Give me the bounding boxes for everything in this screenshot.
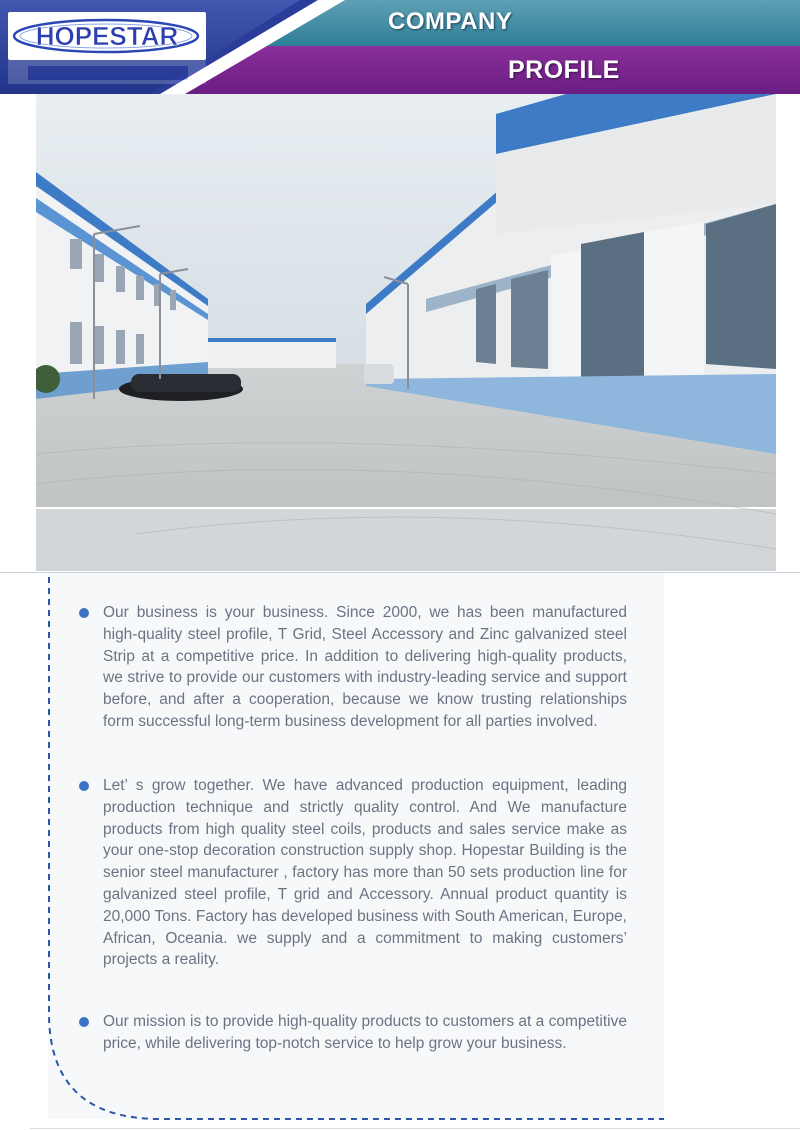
paragraph-grow-together: Let’ s grow together. We have advanced production equipment, leading production technique and strictly quality control. And We manufacture products from high quality steel coils, products and sales service make as your one-stop decoration construction supply shop. Hopestar Building is the senior steel manufacturer , factory has more than 50 sets production line for galvanized steel profile, T grid and Accessory. Annual product quantity is 20,000 Tons. Factory has developed business with South American, Europe, African, Oceania. we supply and a commitment to making customers’ projects a reality. xyxy=(103,777,627,969)
bullet-dot xyxy=(79,1017,89,1027)
logo xyxy=(8,12,206,60)
bottom-rule xyxy=(30,1128,800,1129)
header-title-profile: PROFILE xyxy=(508,56,620,84)
header-title-company: COMPANY xyxy=(388,8,513,35)
logo-reflection xyxy=(8,60,206,84)
logo-text: HOPESTAR xyxy=(35,21,179,51)
paragraph-business: Our business is your business. Since 2000, we has been manufactured high-quality steel profile, T Grid, Steel Accessory and Zinc galvanized steel Strip at a competitive price. In addition to delivering high-quality products, we strive to provide our customers with industry-leading service and support before, and after a cooperation, because we know trusting relationships form successful long-term business development for all parties involved. xyxy=(103,604,627,730)
factory-photo-icon xyxy=(36,94,776,571)
bullet-dot xyxy=(79,781,89,791)
paragraph-mission: Our mission is to provide high-quality products to customers at a competitive price, while delivering top-notch service to help grow your business. xyxy=(103,1013,627,1052)
factory-photo xyxy=(36,94,776,571)
logo-mark xyxy=(8,12,206,60)
header-banner xyxy=(0,0,800,94)
bullet-dot xyxy=(79,608,89,618)
